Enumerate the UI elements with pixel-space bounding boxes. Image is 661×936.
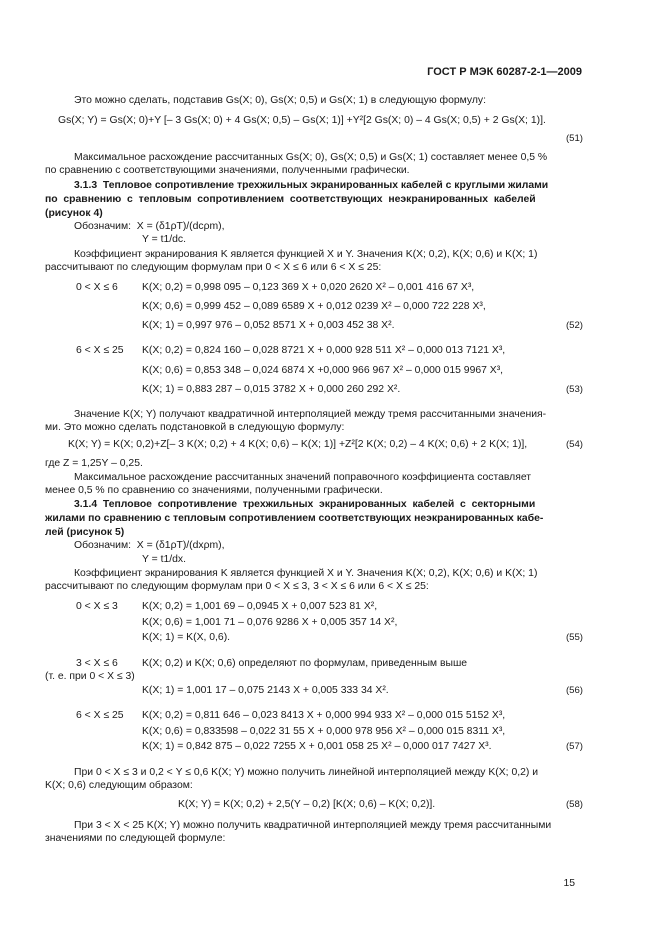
text-line: K(X; 0,6) = 0,833598 – 0,022 31 55 X + 0,000 978 956 X² – 0,000 015 8311 X³, bbox=[142, 726, 506, 737]
text-line: K(X; 1) = 0,883 287 – 0,015 3782 X + 0,000 260 292 X². bbox=[142, 384, 401, 395]
text-line: Обозначим: X = (δ1ρT)/(dxρm), bbox=[74, 540, 225, 551]
text-line: 3 < X ≤ 6 bbox=[76, 658, 118, 669]
equation-number: (52) bbox=[565, 320, 583, 331]
text-line: по сравнению с тепловым сопротивлением соответствующих неэкранированных кабелей bbox=[45, 194, 536, 205]
text-line: Это можно сделать, подставив Gs(X; 0), Gs(X; 0,5) и Gs(X; 1) в следующую формулу: bbox=[74, 95, 487, 106]
text-line: K(X; 0,2) = 1,001 69 – 0,0945 X + 0,007 523 81 X², bbox=[142, 601, 378, 612]
text-line: рассчитывают по следующим формулам при 0 < X ≤ 6 или 6 < X ≤ 25: bbox=[45, 262, 382, 273]
equation-number: (51) bbox=[565, 133, 583, 144]
text-line: Максимальное расхождение рассчитанных значений поправочного коэффициента составляет bbox=[74, 472, 532, 483]
text-line: K(X; 0,6) = 0,999 452 – 0,089 6589 X + 0,012 0239 X² – 0,000 722 228 X³, bbox=[142, 301, 486, 312]
text-line: K(X; 0,6) = 0,853 348 – 0,024 6874 X +0,000 966 967 X² – 0,000 015 9967 X³, bbox=[142, 365, 504, 376]
document-header: ГОСТ Р МЭК 60287-2-1—2009 bbox=[427, 66, 582, 78]
text-line: Y = t1/dc. bbox=[142, 234, 186, 245]
text-line: 6 < X ≤ 25 bbox=[76, 710, 124, 721]
text-line: Коэффициент экранирования K является функцией X и Y. Значения K(X; 0,2), K(X; 0,6) и K(X; 1) bbox=[74, 568, 538, 579]
equation-number: (56) bbox=[565, 685, 583, 696]
text-line: 0 < X ≤ 6 bbox=[76, 282, 118, 293]
text-line: лей (рисунок 5) bbox=[45, 527, 125, 538]
text-line: Обозначим: X = (δ1ρT)/(dcρm), bbox=[74, 221, 225, 232]
text-line: по сравнению с соответствующими значениями, полученными графически. bbox=[45, 165, 410, 176]
text-line: K(X; 1) = K(X, 0,6). bbox=[142, 632, 231, 643]
equation-number: (53) bbox=[565, 384, 583, 395]
text-line: Y = t1/dx. bbox=[142, 554, 186, 565]
text-line: K(X; 0,2) = 0,811 646 – 0,023 8413 X + 0,000 994 933 X² – 0,000 015 5152 X³, bbox=[142, 710, 506, 721]
text-line: Значение K(X; Y) получают квадратичной интерполяцией между тремя рассчитанными значения- bbox=[74, 409, 547, 420]
equation-number: (55) bbox=[565, 632, 583, 643]
text-line: рассчитывают по следующим формулам при 0 < X ≤ 3, 3 < X ≤ 6 или 6 < X ≤ 25: bbox=[45, 581, 429, 592]
text-line: K(X; 0,2) и K(X; 0,6) определяют по формулам, приведенным выше bbox=[142, 658, 468, 669]
text-line: 6 < X ≤ 25 bbox=[76, 345, 124, 356]
text-line: K(X; 1) = 0,997 976 – 0,052 8571 X + 0,003 452 38 X². bbox=[142, 320, 395, 331]
equation-number: (54) bbox=[565, 439, 583, 450]
text-line: 0 < X ≤ 3 bbox=[76, 601, 118, 612]
text-line: 3.1.4 Тепловое сопротивление трехжильных экранированных кабелей с секторными bbox=[74, 499, 536, 510]
text-line: (рисунок 4) bbox=[45, 208, 103, 219]
text-line: K(X; 1) = 1,001 17 – 0,075 2143 X + 0,005 333 34 X². bbox=[142, 685, 389, 696]
equation-number: (58) bbox=[565, 799, 583, 810]
text-line: Коэффициент экранирования K является функцией X и Y. Значения K(X; 0,2), K(X; 0,6) и K(X; 1) bbox=[74, 249, 538, 260]
text-line: Максимальное расхождение рассчитанных Gs(X; 0), Gs(X; 0,5) и Gs(X; 1) составляет менее 0,5 % bbox=[74, 152, 548, 163]
text-line: При 3 < X < 25 K(X; Y) можно получить квадратичной интерполяцией между тремя рассчитанными bbox=[74, 820, 552, 831]
text-line: (т. е. при 0 < X ≤ 3) bbox=[45, 671, 135, 682]
text-line: Gs(X; Y) = Gs(X; 0)+Y [– 3 Gs(X; 0) + 4 Gs(X; 0,5) – Gs(X; 1)] +Y²[2 Gs(X; 0) – 4 Gs(X; 0,5) + 2 Gs(X; 1)]. bbox=[58, 115, 546, 126]
text-line: K(X; 0,2) = 0,998 095 – 0,123 369 X + 0,020 2620 X² – 0,001 416 67 X³, bbox=[142, 282, 475, 293]
text-line: 3.1.3 Тепловое сопротивление трехжильных экранированных кабелей с круглыми жилами bbox=[74, 180, 549, 191]
text-line: жилами по сравнению с тепловым сопротивлением соответствующих неэкранированных кабе- bbox=[45, 513, 544, 524]
text-line: K(X; Y) = K(X; 0,2)+Z[– 3 K(X; 0,2) + 4 K(X; 0,6) – K(X; 1)] +Z²[2 K(X; 0,2) – 4 K(X; 0,6) + 2 K(X; 1)], bbox=[68, 439, 528, 450]
equation-number: (57) bbox=[565, 741, 583, 752]
text-line: K(X; 0,6) следующим образом: bbox=[45, 780, 193, 791]
text-line: где Z = 1,25Y – 0,25. bbox=[45, 458, 143, 469]
text-line: K(X; 0,6) = 1,001 71 – 0,076 9286 X + 0,005 357 14 X², bbox=[142, 617, 398, 628]
text-line: значениями по следующей формуле: bbox=[45, 833, 226, 844]
text-line: ми. Это можно сделать подстановкой в следующую формулу: bbox=[45, 422, 345, 433]
text-line: менее 0,5 % по сравнению со значениями, полученными графически. bbox=[45, 485, 383, 496]
page-number: 15 bbox=[563, 878, 575, 889]
text-line: При 0 < X ≤ 3 и 0,2 < Y ≤ 0,6 K(X; Y) можно получить линейной интерполяцией между K(X; 0,2) и bbox=[74, 767, 539, 778]
text-line: K(X; 0,2) = 0,824 160 – 0,028 8721 X + 0,000 928 511 X² – 0,000 013 7121 X³, bbox=[142, 345, 506, 356]
text-line: K(X; Y) = K(X; 0,2) + 2,5(Y – 0,2) [K(X; 0,6) – K(X; 0,2)]. bbox=[178, 799, 436, 810]
text-line: K(X; 1) = 0,842 875 – 0,022 7255 X + 0,001 058 25 X² – 0,000 017 7427 X³. bbox=[142, 741, 492, 752]
